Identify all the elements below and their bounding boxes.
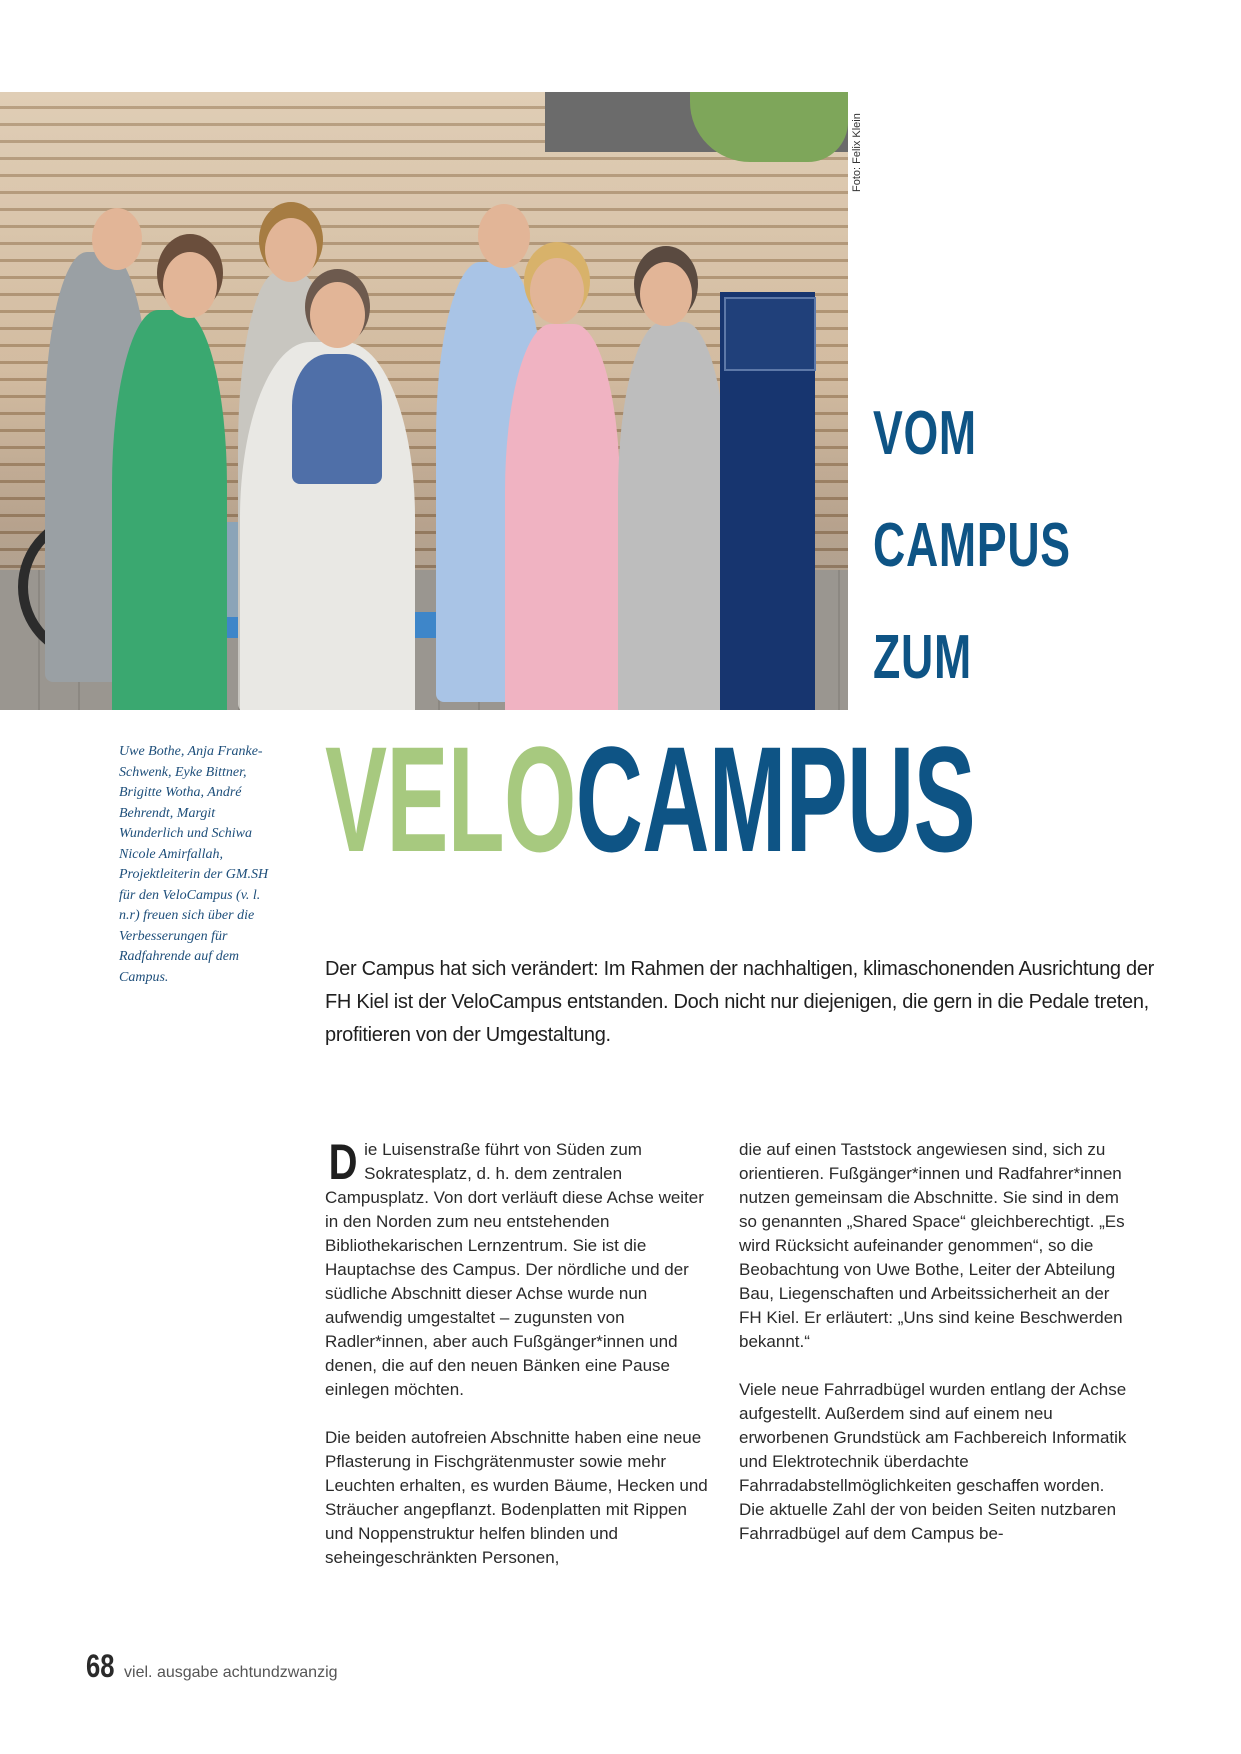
person-3-head bbox=[265, 218, 317, 282]
dropcap: D bbox=[328, 1134, 358, 1190]
body-paragraph: Die beiden autofreien Abschnitte haben eine neue Pflasterung in Fischgrätenmuster sowie mehr Leuchten erhalten, es wurden Bäume, Hecken und Sträucher angepflanzt. Bodenplatten mit Rippen und Noppenstruktur helfen blinden und seheingeschränkten Personen, bbox=[325, 1428, 708, 1567]
photo-credit: Foto: Felix Klein bbox=[851, 113, 863, 192]
body-paragraph bbox=[325, 1134, 717, 1402]
lead-paragraph: Der Campus hat sich verändert: Im Rahmen der nachhaltigen, klimaschonenden Ausrichtung der FH Kiel ist der VeloCampus entstanden. Doch nicht nur diejenigen, die gern in die Pedale treten, profitieren von der Umgestaltung. bbox=[325, 958, 1155, 1046]
person-2-head bbox=[163, 252, 217, 318]
big-title-velo: VELO bbox=[325, 715, 576, 883]
person-2 bbox=[112, 310, 227, 710]
page-number: 68 bbox=[86, 1648, 115, 1684]
page-footer bbox=[86, 1648, 338, 1685]
photo-caption: Uwe Bothe, Anja Franke-Schwenk, Eyke Bittner, Brigitte Wotha, André Behrendt, Margit Wunderlich und Schiwa Nicole Amirfallah, Projektleiterin der GM.SH für den VeloCampus (v. l. n.r) freuen sich über die Verbesserungen für Radfahrende auf dem Campus. bbox=[119, 744, 269, 985]
person-4-head bbox=[310, 282, 365, 348]
person-1-head bbox=[92, 208, 142, 270]
person-6-head bbox=[530, 258, 584, 324]
group-photo bbox=[0, 92, 848, 710]
body-text: ie Luisenstraße führt von Süden zum Sokratesplatz, d. h. dem zentralen Campusplatz. Von dort verläuft diese Achse weiter in den Norden zum neu entstehenden Bibliothekarischen Lernzentrum. Sie ist die Hauptachse des Campus. Der nördliche und der südliche Abschnitt dieser Achse wurde nun aufwendig umgestaltet – zugunsten von Radler*innen, aber auch Fußgänger*innen und denen, die auf den neuen Bänken eine Pause einlegen möchten. bbox=[325, 1140, 704, 1399]
repair-station-sign bbox=[724, 297, 816, 371]
body-paragraph: Viele neue Fahrradbügel wurden entlang der Achse aufgestellt. Außerdem sind auf einem neu erworbenen Grundstück am Fachbereich Informatik und Elektrotechnik überdachte Fahrradabstellmöglichkeiten geschaffen worden. Die aktuelle Zahl der von beiden Seiten nutzbaren Fahrradbügel auf dem Campus be- bbox=[739, 1380, 1127, 1543]
title-line-vom: VOM bbox=[873, 399, 977, 468]
body-column-1 bbox=[325, 1134, 717, 1570]
body-paragraph: die auf einen Taststock angewiesen sind, sich zu orientieren. Fußgänger*innen und Radfahrer*innen nutzen gemeinsam die Abschnitte. Sie sind in dem so genannten „Shared Space“ gleichberechtigt. „Es wird Rücksicht aufeinander genommen“, so die Beobachtung von Uwe Bothe, Leiter der Abteilung Bau, Liegenschaften und Arbeitssicherheit an der FH Kiel. Er erläutert: „Uns sind keine Beschwerden bekannt.“ bbox=[739, 1140, 1125, 1351]
person-4-shirt bbox=[292, 354, 382, 484]
body-column-2 bbox=[739, 1138, 1131, 1546]
person-7 bbox=[618, 322, 728, 710]
big-title-campus: CAMPUS bbox=[575, 715, 976, 883]
big-title-velocampus bbox=[325, 715, 976, 883]
person-6 bbox=[505, 324, 620, 710]
title-line-campus: CAMPUS bbox=[873, 511, 1071, 580]
person-5-head bbox=[478, 204, 530, 268]
publication-name: viel. ausgabe achtundzwanzig bbox=[124, 1664, 338, 1681]
person-7-head bbox=[640, 262, 692, 326]
title-line-zum: ZUM bbox=[873, 623, 972, 692]
